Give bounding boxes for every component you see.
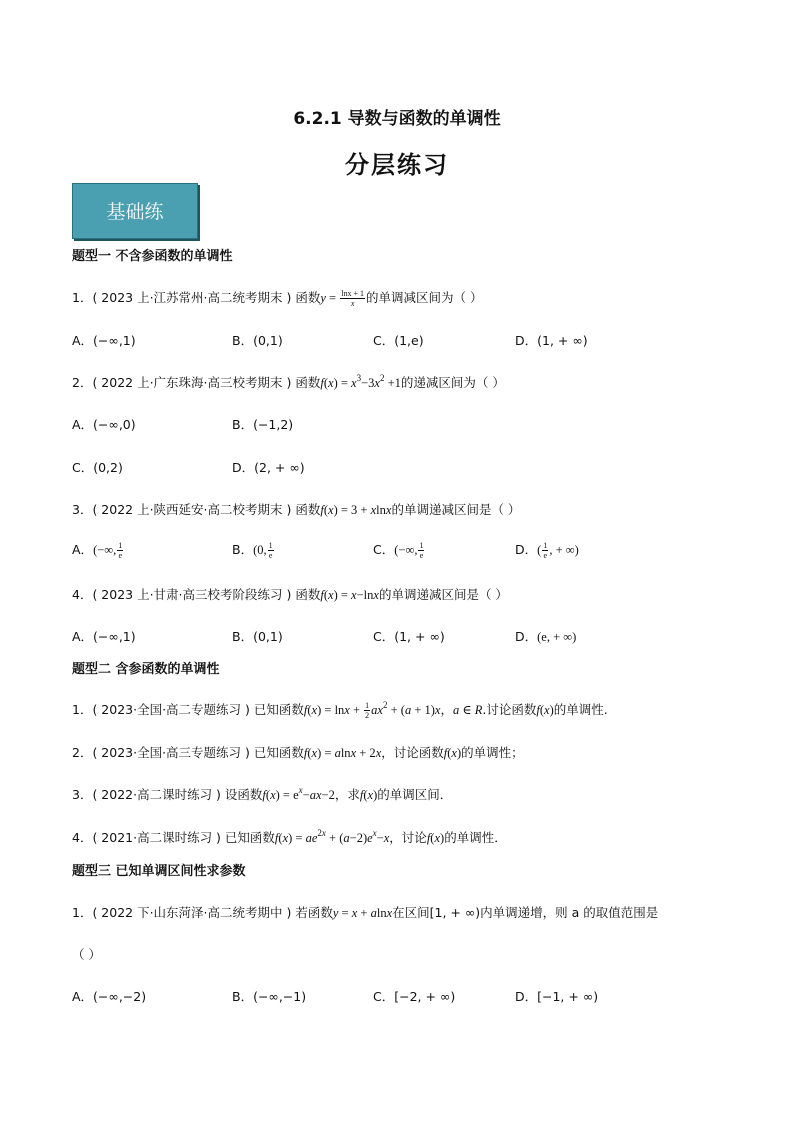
option-d[interactable]: D．[−1, + ∞)	[515, 989, 599, 1004]
question-3-1-blank: （ ）	[72, 947, 101, 962]
option-c[interactable]: C．(−∞, $\frac{1}{e}$	[373, 541, 424, 560]
option-a[interactable]: A．(−∞,1)	[72, 333, 136, 348]
question-source: 1．( 2023·全国·高二专题练习 ) 已知函数	[72, 702, 304, 717]
question-text: 的单调递减区间是（ ）	[391, 502, 521, 517]
option-a[interactable]: A．(−∞,1)	[72, 629, 136, 644]
question-2-3: 3．( 2022·高二课时练习 ) 设函数$f(x) = e^x-ax-2$，求f(x)的单调区间．	[72, 785, 453, 802]
question-text: .讨论函数	[482, 702, 537, 717]
question-1-3: 3．( 2022 上·陕西延安·高二校考期末 ) 函数f(x) = 3 + xlnx的单调递减区间是（ ）	[72, 502, 521, 517]
question-text-end: 的单调区间．	[377, 787, 453, 802]
question-text: ，讨论函数	[381, 745, 444, 760]
question-text-end: 的单调性.	[553, 702, 608, 717]
question-source: 2．( 2022 上·广东珠海·高三校考期末 ) 函数	[72, 375, 321, 390]
option-b[interactable]: B．(−∞,−1)	[232, 989, 307, 1004]
question-source: 2．( 2023·全国·高三专题练习 ) 已知函数	[72, 745, 304, 760]
option-b[interactable]: B．(0,1)	[232, 629, 283, 644]
question-text: 的递减区间为（ ）	[400, 375, 505, 390]
question-text-end: 的单调性；	[461, 745, 524, 760]
question-2-2: 2．( 2023·全国·高三专题练习 ) 已知函数f(x) = alnx + 2x，讨论函数f(x)的单调性；	[72, 745, 524, 760]
option-c[interactable]: C．(0,2)	[72, 460, 123, 475]
question-2-4: 4．( 2021·高二课时练习 ) 已知函数$f(x) = ae^{2x} + (a-2)e^x-x$，讨论f(x)的单调性．	[72, 828, 507, 845]
level-badge-label: 基础练	[106, 201, 164, 223]
option-d[interactable]: D．(2, + ∞)	[232, 460, 305, 475]
option-d[interactable]: D．(e, + ∞)	[515, 629, 577, 644]
question-1-2: 2．( 2022 上·广东珠海·高三校考期末 ) 函数$f(x) = x^3-3x^2 +1$的递减区间为（ ）	[72, 373, 505, 390]
question-text: 在区间[1, + ∞)内单调递增，则 a 的取值范围是	[392, 905, 659, 920]
option-c[interactable]: C．(1, + ∞)	[373, 629, 445, 644]
question-source: 3．( 2022 上·陕西延安·高二校考期末 ) 函数	[72, 502, 321, 517]
math-fraction: $\frac{\ln x + 1}{x}$	[341, 289, 364, 308]
option-a[interactable]: A．(−∞,−2)	[72, 989, 147, 1004]
question-1-4: 4．( 2023 上·甘肃·高三校考阶段练习 ) 函数f(x) = x−lnx的单调递减区间是（ ）	[72, 587, 508, 602]
option-d[interactable]: D．( $\frac{1}{e}$ , + ∞)	[515, 541, 579, 560]
question-source: 4．( 2023 上·甘肃·高三校考阶段练习 ) 函数	[72, 587, 321, 602]
option-b[interactable]: B．(0,1)	[232, 333, 283, 348]
option-c[interactable]: C．(1,e)	[373, 333, 424, 348]
question-text-end: 的单调性．	[444, 830, 507, 845]
question-source: 4．( 2021·高二课时练习 ) 已知函数	[72, 830, 275, 845]
section-heading-1: 题型一 不含参函数的单调性	[72, 249, 233, 264]
question-text: ，求	[334, 787, 360, 802]
question-text: 的单调递减区间是（ ）	[378, 587, 508, 602]
level-badge	[72, 183, 198, 239]
question-3-1: 1．( 2022 下·山东菏泽·高二统考期中 ) 若函数y = x + alnx在区间[1, + ∞)内单调递增，则 a 的取值范围是	[72, 905, 659, 920]
document-title: 6.2.1 导数与函数的单调性	[293, 109, 501, 129]
option-b[interactable]: B．(0, $\frac{1}{e}$	[232, 541, 273, 560]
question-text: ，讨论	[389, 830, 427, 845]
section-heading-3: 题型三 已知单调区间性求参数	[72, 864, 246, 879]
question-1-1: 1．( 2023 上·江苏常州·高二统考期末 ) 函数y = $\frac{\ln x + 1}{x}$ 的单调减区间为（ ）	[72, 289, 483, 308]
question-source: 3．( 2022·高二课时练习 ) 设函数	[72, 787, 263, 802]
question-source: 1．( 2023 上·江苏常州·高二统考期末 ) 函数	[72, 290, 321, 305]
question-text: 的单调减区间为（ ）	[365, 290, 483, 305]
question-source: 1．( 2022 下·山东菏泽·高二统考期中 ) 若函数	[72, 905, 333, 920]
option-c[interactable]: C．[−2, + ∞)	[373, 989, 456, 1004]
section-heading-2: 题型二 含参函数的单调性	[72, 662, 220, 677]
question-2-1: 1．( 2023·全国·高二专题练习 ) 已知函数f(x) = lnx + $\frac{1}{2}$ $ax^2 + (a + 1)x$，a ∈ R.讨论函数f(x)的单调性.	[72, 700, 608, 720]
option-b[interactable]: B．(−1,2)	[232, 417, 294, 432]
option-a[interactable]: A．(−∞, $\frac{1}{e}$	[72, 541, 123, 560]
math-expr: y	[320, 291, 326, 305]
option-d[interactable]: D．(1, + ∞)	[515, 333, 588, 348]
document-subtitle: 分层练习	[345, 151, 449, 179]
option-a[interactable]: A．(−∞,0)	[72, 417, 136, 432]
